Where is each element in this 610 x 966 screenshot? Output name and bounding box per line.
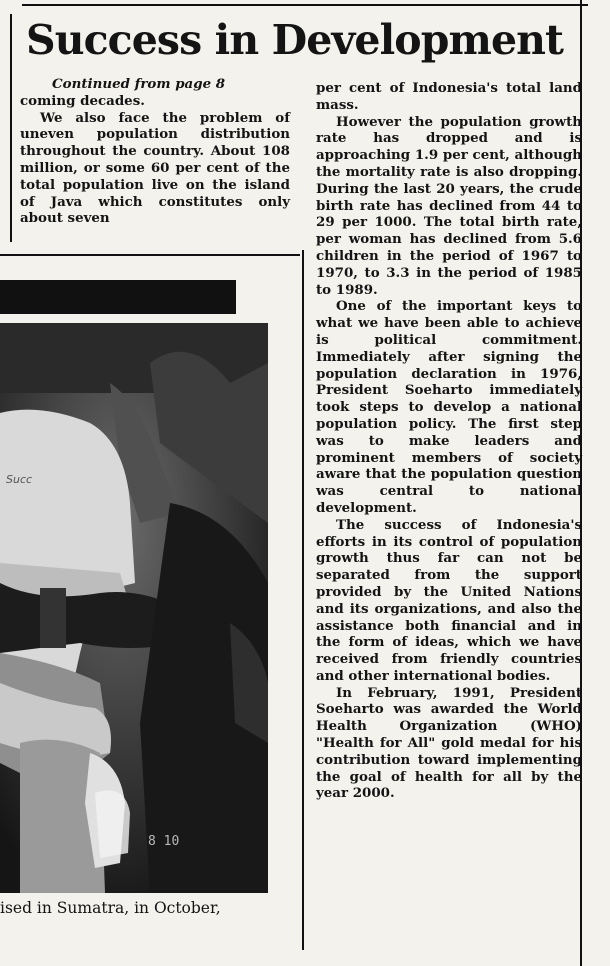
paragraph: per cent of Indonesia's total land mass. [316, 80, 582, 113]
column-2 [316, 80, 582, 802]
photo-image [0, 323, 268, 893]
photo-caption: ised in Sumatra, in October, [0, 899, 221, 917]
headline: Success in Development [26, 16, 564, 64]
paragraph: coming decades. [20, 92, 145, 109]
photo-header-bar [0, 280, 236, 314]
news-photo [0, 323, 268, 893]
paragraph: The success of Indonesia's efforts in its control of population growth thus far can not be separated from the support provided by the United Nations and its organizations, and also the assistance both financial and in the form of ideas, which we have received from friendly countries and other international bodies. [316, 516, 582, 684]
jump-line: Continued from page 8 [52, 76, 226, 92]
paragraph: One of the important keys to what we have been able to achieve is political commitment. Immediately after signing the population declaration in 1976, President Soeharto immediately took steps to develop a national population policy. The first step was to make leaders and prominent members of society aware that the population question was central to national development. [316, 298, 582, 516]
photo-top-rule [0, 254, 300, 256]
top-rule [22, 4, 588, 6]
paragraph: In February, 1991, President Soeharto was awarded the World Health Organization (WHO) "Health for All" gold medal for his contribution toward implementing the goal of health for all by the year 2000. [316, 684, 582, 802]
column-divider-rule [302, 250, 304, 950]
paragraph: We also face the problem of uneven population distribution throughout the country. About 108 million, or some 60 per cent of the total population live on the island of Java which constitutes only about seven [20, 109, 290, 227]
left-column-rule [10, 14, 12, 242]
column-1 [20, 76, 290, 227]
shirt-text: Succ [6, 473, 33, 486]
date-stamp: 8 10 [148, 834, 180, 849]
paragraph: However the population growth rate has dropped and is approaching 1.9 per cent, although the mortality rate is also dropping. During the last 20 years, the crude birth rate has declined from 44 to 29 per 1000. The total birth rate, per woman has declined from 5.6 children in the period of 1967 to 1970, to 3.3 in the period of 1985 to 1989. [316, 113, 582, 298]
